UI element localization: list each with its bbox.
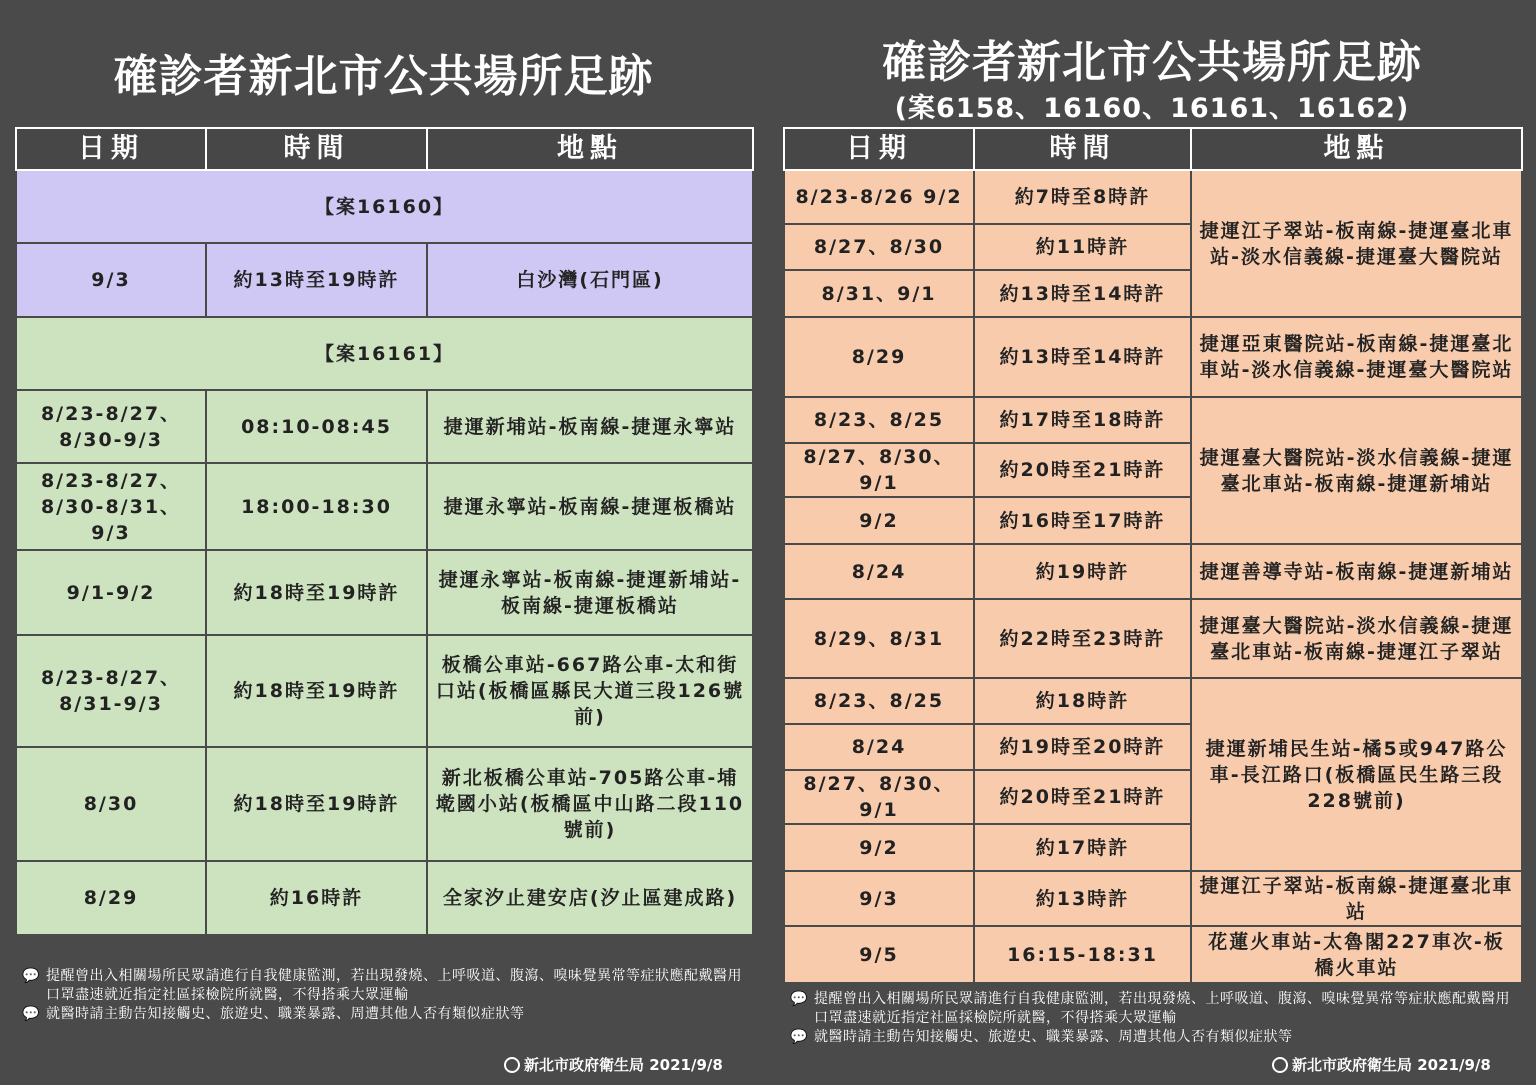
place-cell: 全家汐止建安店(汐止區建成路) (427, 861, 753, 935)
date-cell: 8/29 (784, 317, 974, 397)
time-cell: 08:10-08:45 (206, 390, 427, 463)
date-cell: 8/29 (16, 861, 206, 935)
time-cell: 約7時至8時許 (974, 170, 1191, 224)
time-cell: 約11時許 (974, 224, 1191, 270)
place-cell: 捷運亞東醫院站-板南線-捷運臺北車站-淡水信義線-捷運臺大醫院站 (1191, 317, 1522, 397)
date-cell: 8/27、8/30、9/1 (784, 443, 974, 497)
time-cell: 約13時至14時許 (974, 270, 1191, 317)
table-row (16, 747, 753, 861)
table-row (784, 871, 1522, 926)
place-cell: 板橋公車站-667路公車-太和街口站(板橋區縣民大道三段126號前) (427, 635, 753, 747)
table-row (16, 463, 753, 550)
place-cell: 捷運臺大醫院站-淡水信義線-捷運臺北車站-板南線-捷運江子翠站 (1191, 599, 1522, 678)
table-row (784, 599, 1522, 678)
table-row (16, 243, 753, 317)
left-title: 確診者新北市公共場所足跡 (113, 51, 654, 102)
date-cell: 8/27、8/30、9/1 (784, 770, 974, 824)
time-cell: 約13時至19時許 (206, 243, 427, 317)
place-cell: 捷運永寧站-板南線-捷運新埔站-板南線-捷運板橋站 (427, 550, 753, 635)
right-footprint-table (783, 127, 1523, 984)
speech-bubble-icon: 💬 (790, 991, 808, 1007)
date-cell: 8/23、8/25 (784, 678, 974, 724)
time-cell: 約19時至20時許 (974, 724, 1191, 770)
place-cell: 白沙灣(石門區) (427, 243, 753, 317)
date-cell: 8/23、8/25 (784, 397, 974, 443)
time-cell: 約13時至14時許 (974, 317, 1191, 397)
time-cell: 約18時至19時許 (206, 747, 427, 861)
table-row (784, 544, 1522, 599)
note-text: 就醫時請主動告知接觸史、旅遊史、職業暴露、周遭其他人否有類似症狀等 (46, 1006, 525, 1022)
place-cell: 捷運江子翠站-板南線-捷運臺北車站 (1191, 871, 1522, 926)
left-notes (22, 967, 752, 1024)
header-date: 日期 (16, 128, 206, 170)
note-text: 就醫時請主動告知接觸史、旅遊史、職業暴露、周遭其他人否有類似症狀等 (814, 1029, 1293, 1045)
date-cell: 8/27、8/30 (784, 224, 974, 270)
date-cell: 8/23-8/27、8/30-9/3 (16, 390, 206, 463)
date-cell: 9/2 (784, 824, 974, 871)
header-time: 時間 (206, 128, 427, 170)
time-cell: 18:00-18:30 (206, 463, 427, 550)
time-cell: 約20時至21時許 (974, 443, 1191, 497)
right-signature (1272, 1054, 1491, 1075)
time-cell: 約13時許 (974, 871, 1191, 926)
date-cell: 9/1-9/2 (16, 550, 206, 635)
table-row (784, 317, 1522, 397)
date-cell: 8/24 (784, 544, 974, 599)
table-row (784, 926, 1522, 983)
right-notes (790, 990, 1520, 1047)
place-cell: 捷運新埔站-板南線-捷運永寧站 (427, 390, 753, 463)
time-cell: 約18時至19時許 (206, 550, 427, 635)
date-cell: 9/5 (784, 926, 974, 983)
left-signature (504, 1054, 723, 1075)
header-time: 時間 (974, 128, 1191, 170)
date-cell: 8/23-8/27、8/31-9/3 (16, 635, 206, 747)
time-cell: 約20時至21時許 (974, 770, 1191, 824)
table-row (16, 635, 753, 747)
table-row (16, 390, 753, 463)
header-place: 地點 (1191, 128, 1522, 170)
case-label-16161: 【案16161】 (16, 317, 753, 390)
time-cell: 約16時至17時許 (974, 497, 1191, 544)
date-cell: 8/31、9/1 (784, 270, 974, 317)
health-bureau-logo-icon (1272, 1057, 1288, 1073)
case-label-16160: 【案16160】 (16, 170, 753, 243)
place-cell: 捷運善導寺站-板南線-捷運新埔站 (1191, 544, 1522, 599)
table-row (16, 550, 753, 635)
time-cell: 約17時至18時許 (974, 397, 1191, 443)
time-cell: 16:15-18:31 (974, 926, 1191, 983)
note-text: 提醒曾出入相關場所民眾請進行自我健康監測，若出現發燒、上呼吸道、腹瀉、嗅味覺異常等症狀應配戴醫用口罩盡速就近指定社區採檢院所就醫，不得搭乘大眾運輸 (46, 968, 742, 1003)
right-subtitle: (案6158、16160、16161、16162) (894, 93, 1410, 124)
table-row (784, 170, 1522, 224)
place-cell: 捷運臺大醫院站-淡水信義線-捷運臺北車站-板南線-捷運新埔站 (1191, 397, 1522, 544)
table-row (784, 678, 1522, 724)
left-footprint-table (15, 127, 754, 936)
time-cell: 約17時許 (974, 824, 1191, 871)
place-cell: 花蓮火車站-太魯閣227車次-板橋火車站 (1191, 926, 1522, 983)
speech-bubble-icon: 💬 (22, 1006, 40, 1022)
time-cell: 約19時許 (974, 544, 1191, 599)
date-cell: 9/2 (784, 497, 974, 544)
time-cell: 約16時許 (206, 861, 427, 935)
date-cell: 8/23-8/27、8/30-8/31、9/3 (16, 463, 206, 550)
time-cell: 約18時至19時許 (206, 635, 427, 747)
date-cell: 8/23-8/26 9/2 (784, 170, 974, 224)
place-cell: 捷運江子翠站-板南線-捷運臺北車站-淡水信義線-捷運臺大醫院站 (1191, 170, 1522, 317)
table-row (784, 397, 1522, 443)
time-cell: 約22時至23時許 (974, 599, 1191, 678)
date-cell: 9/3 (16, 243, 206, 317)
signature-text: 新北市政府衛生局 2021/9/8 (524, 1056, 723, 1074)
place-cell: 捷運永寧站-板南線-捷運板橋站 (427, 463, 753, 550)
header-place: 地點 (427, 128, 753, 170)
date-cell: 9/3 (784, 871, 974, 926)
note-text: 提醒曾出入相關場所民眾請進行自我健康監測，若出現發燒、上呼吸道、腹瀉、嗅味覺異常等症狀應配戴醫用口罩盡速就近指定社區採檢院所就醫，不得搭乘大眾運輸 (814, 991, 1510, 1026)
signature-text: 新北市政府衛生局 2021/9/8 (1292, 1056, 1491, 1074)
date-cell: 8/29、8/31 (784, 599, 974, 678)
place-cell: 新北板橋公車站-705路公車-埔墘國小站(板橋區中山路二段110號前) (427, 747, 753, 861)
place-cell: 捷運新埔民生站-橘5或947路公車-長江路口(板橋區民生路三段228號前) (1191, 678, 1522, 871)
time-cell: 約18時許 (974, 678, 1191, 724)
table-row (16, 861, 753, 935)
health-bureau-logo-icon (504, 1057, 520, 1073)
header-date: 日期 (784, 128, 974, 170)
speech-bubble-icon: 💬 (22, 968, 40, 984)
date-cell: 8/24 (784, 724, 974, 770)
speech-bubble-icon: 💬 (790, 1029, 808, 1045)
right-title: 確診者新北市公共場所足跡 (882, 37, 1422, 88)
date-cell: 8/30 (16, 747, 206, 861)
